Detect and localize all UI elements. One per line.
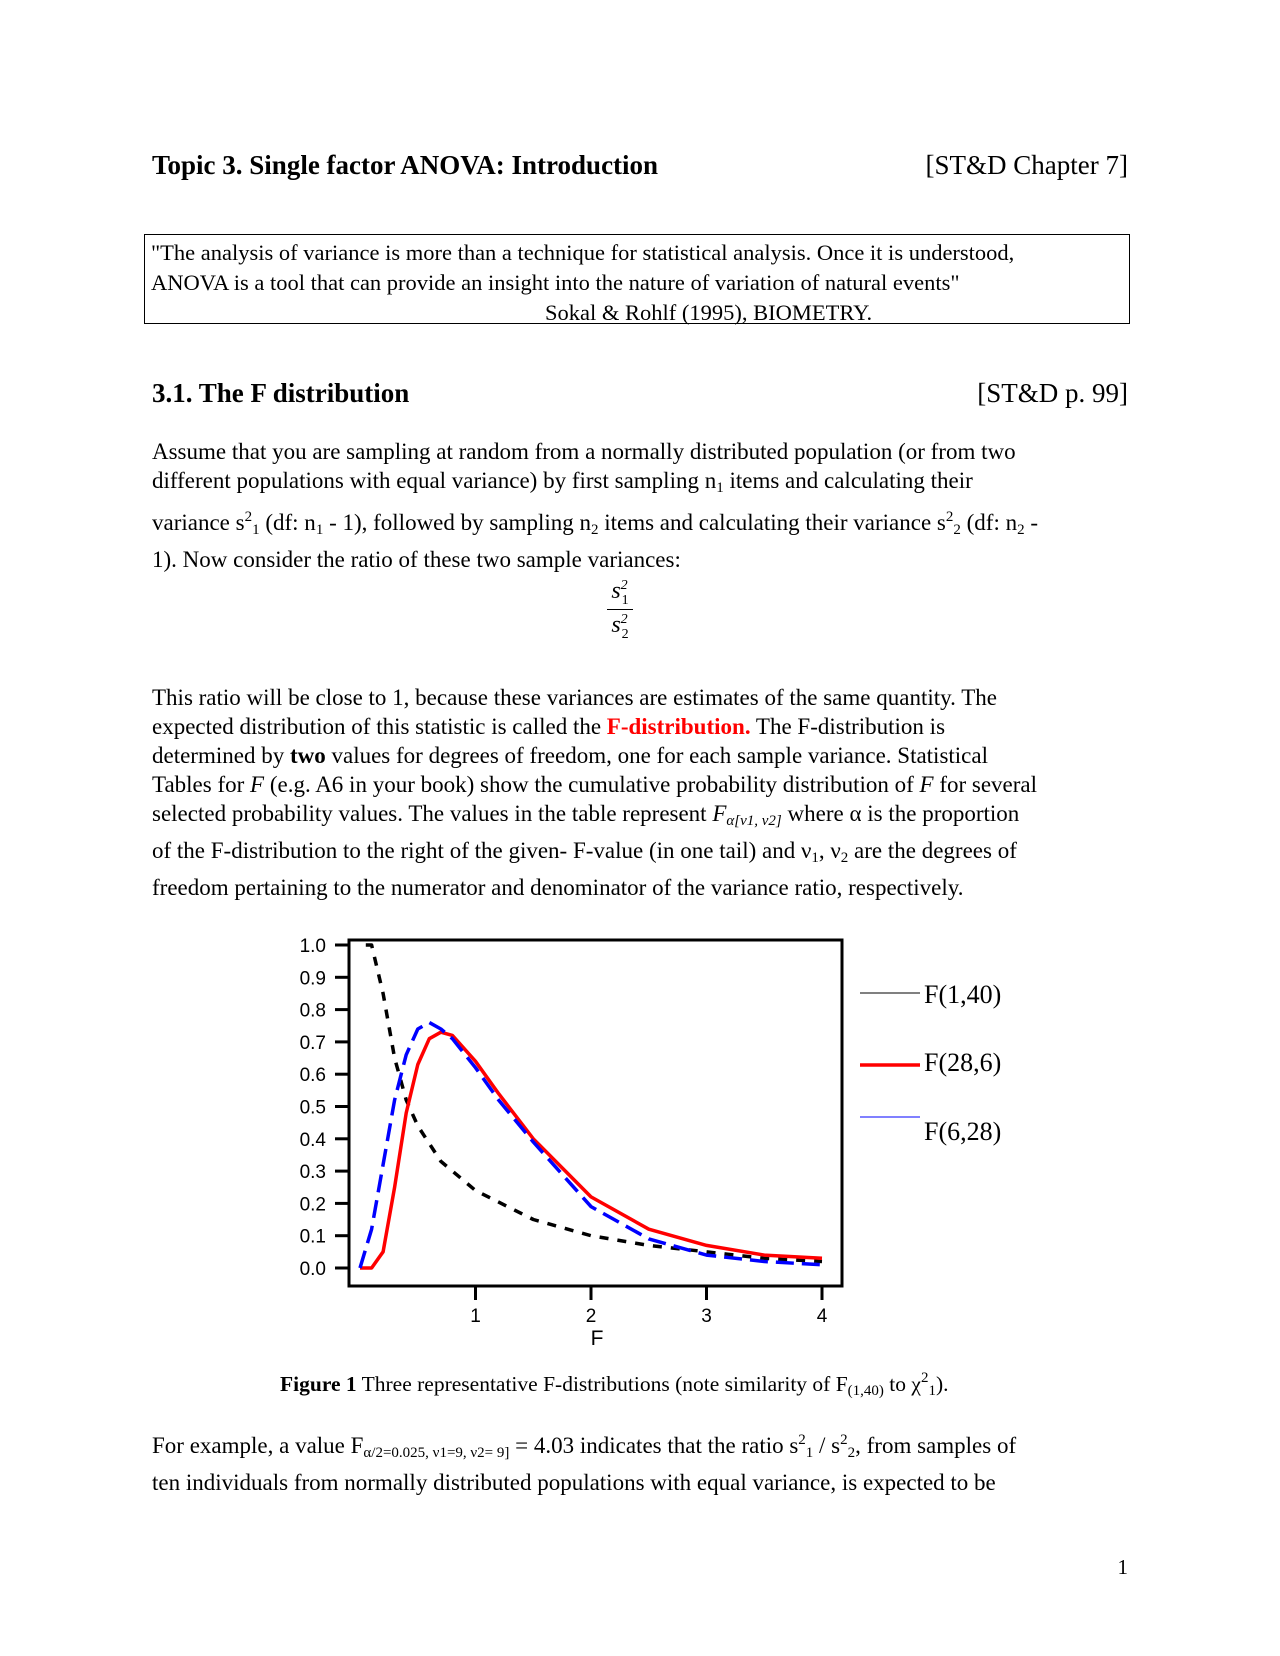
text-line: of the F-distribution to the right of the given- F-value (in one tail) and $\nu_1$, $\nu_2$ are the degrees of (152, 838, 1017, 866)
text-line: For example, a value $F_{\alpha/2=0.025, \nu 1=9, \nu 2= 9]} = 4.03$ indicates that the ratio $s^2_1 / s^2_2$, from samples of (152, 1432, 1017, 1461)
figure-caption: Figure 1 Three representative F-distributions (note similarity of $F_{(1,40)}$ to $\chi^2_1$). (280, 1370, 949, 1399)
svg-text:1.0: 1.0 (299, 936, 326, 957)
text-line: expected distribution of this statistic is called the F-distribution. The F-distribution is (152, 714, 946, 739)
text-line: This ratio will be close to 1, because these variances are estimates of the same quantity. The (152, 685, 997, 710)
svg-text:0.3: 0.3 (299, 1162, 326, 1184)
page-title: Topic 3. Single factor ANOVA: Introduction (152, 150, 659, 180)
svg-text:3: 3 (701, 1306, 712, 1327)
f-distribution-term: F-distribution. (606, 714, 751, 739)
text-line: different populations with equal variance) by first sampling $n_1$ items and calculating their (152, 468, 973, 496)
legend (860, 993, 920, 1117)
paragraph-3 (152, 1426, 1132, 1497)
legend-label-f-6-28: F(6,28) (924, 1117, 1002, 1146)
text-line: variance $s^2_1$ (df: $n_1 - 1$), followed by sampling $n_2$ items and calculating their variance $s^2_2$ (df: $n_2$ - (152, 509, 1039, 538)
series-line (360, 1032, 822, 1268)
legend-label-f-28-6: F(28,6) (924, 1048, 1002, 1077)
text-line: Tables for F (e.g. A6 in your book) show the cumulative probability distribution of F for several (152, 772, 1038, 797)
svg-text:2: 2 (585, 1306, 597, 1327)
y-axis (300, 936, 349, 1280)
page-number: 1 (1117, 1555, 1128, 1579)
text-line: ten individuals from normally distributed populations with equal variance, is expected to be (152, 1470, 996, 1495)
x-axis-label: F (590, 1327, 604, 1350)
variance-ratio-formula: $\frac{s^2_1}{s^2_2}$ (590, 578, 650, 643)
svg-text:0.4: 0.4 (299, 1129, 326, 1151)
text-line: 1). Now consider the ratio of these two sample variances: (152, 547, 681, 572)
quote-line-1: "The analysis of variance is more than a technique for statistical analysis. Once it is understood, (151, 240, 1015, 265)
series-line (366, 945, 822, 1262)
plot-series (360, 945, 822, 1268)
chapter-reference: [ST&D Chapter 7] (925, 150, 1128, 180)
x-axis (470, 1286, 828, 1327)
text-line: selected probability values. The values in the table represent $F_{\alpha[v1, v2]}$ where α is the proportion (152, 801, 1020, 829)
section-reference: [ST&D p. 99] (977, 378, 1128, 408)
svg-text:0.6: 0.6 (299, 1065, 326, 1087)
svg-text:0.7: 0.7 (299, 1032, 326, 1054)
svg-text:4: 4 (816, 1306, 828, 1327)
quote-attribution: Sokal & Rohlf (1995), BIOMETRY. (545, 300, 873, 325)
legend-label-f-1-40: F(1,40) (924, 980, 1002, 1009)
svg-text:0.2: 0.2 (299, 1194, 326, 1216)
svg-text:0.0: 0.0 (299, 1259, 326, 1280)
plot-frame (349, 940, 842, 1286)
svg-text:0.5: 0.5 (299, 1097, 326, 1119)
svg-text:0.9: 0.9 (299, 968, 326, 990)
text-line: freedom pertaining to the numerator and denominator of the variance ratio, respectively. (152, 875, 964, 900)
svg-text:0.8: 0.8 (299, 1000, 326, 1022)
section-title: 3.1. The F distribution (152, 378, 410, 408)
quote-line-2: ANOVA is a tool that can provide an insight into the nature of variation of natural events" (151, 270, 960, 295)
series-line (360, 1023, 822, 1269)
svg-text:0.1: 0.1 (299, 1226, 326, 1248)
svg-text:1: 1 (470, 1306, 481, 1327)
text-line: Assume that you are sampling at random from a normally distributed population (or from two (152, 439, 1016, 464)
text-line: determined by two values for degrees of freedom, one for each sample variance. Statistical (152, 743, 988, 768)
